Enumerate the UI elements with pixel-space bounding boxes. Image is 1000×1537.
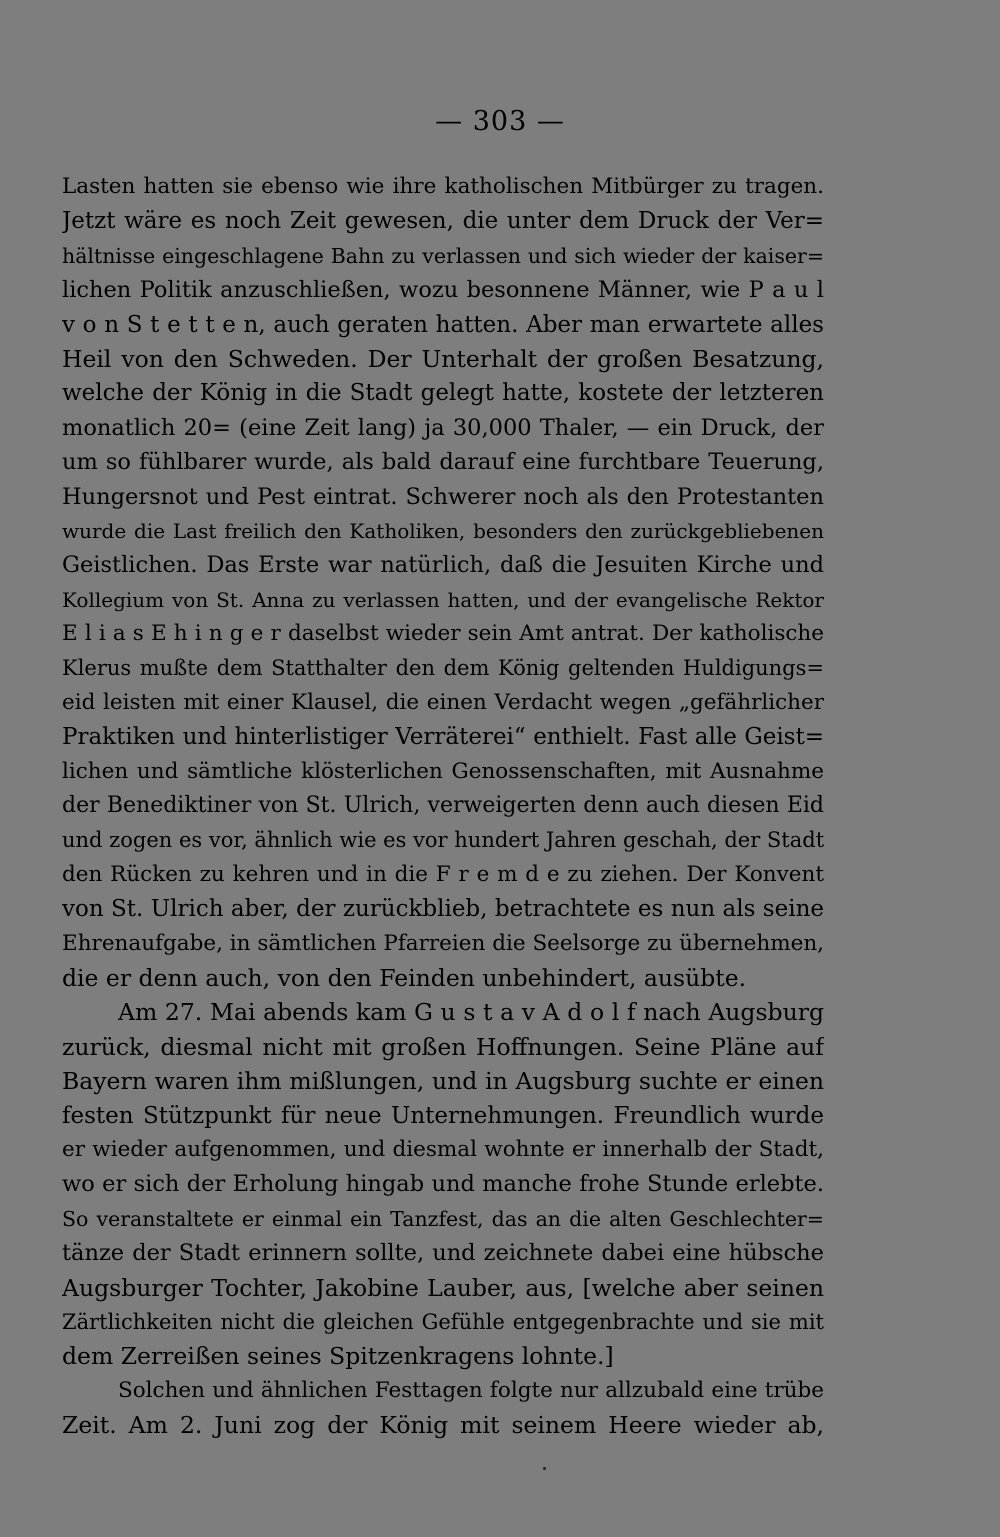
text-line: Heil von den Schweden. Der Unterhalt der großen Besatzung, xyxy=(62,344,824,373)
text-line: Praktiken und hinterlistiger Verräterei“ enthielt. Fast alle Geist= xyxy=(62,724,824,751)
text-line: So veranstaltete er einmal ein Tanzfest, das an die alten Geschlechter= xyxy=(62,1206,824,1231)
text-line: wo er sich der Erholung hingab und manche frohe Stunde erlebte. xyxy=(62,1171,824,1198)
text-line: Zärtlichkeiten nicht die gleichen Gefühle entgegenbrachte und sie mit xyxy=(62,1309,824,1334)
text-line: Geistlichen. Das Erste war natürlich, daß die Jesuiten Kirche und xyxy=(62,552,824,579)
text-line: welche der König in die Stadt gelegt hatte, kostete der letzteren xyxy=(62,380,824,407)
body-text xyxy=(62,170,824,1442)
text-line: Ehrenaufgabe, in sämtlichen Pfarreien die Seelsorge zu übernehmen, xyxy=(62,930,824,956)
page-number: — 303 — xyxy=(435,106,565,137)
text-line: er wieder aufgenommen, und diesmal wohnte er innerhalb der Stadt, xyxy=(62,1136,824,1162)
text-line: tänze der Stadt erinnern sollte, und zeichnete dabei eine hübsche xyxy=(62,1240,824,1267)
text-line: E l i a s E h i n g e r daselbst wieder sein Amt antrat. Der katholische xyxy=(62,621,824,647)
paragraph-end-line: die er denn auch, von den Feinden unbehindert, ausübte. xyxy=(62,963,747,992)
text-line: den Rücken zu kehren und in die F r e m d e zu ziehen. Der Konvent xyxy=(62,861,824,887)
text-line: Augsburger Tochter, Jakobine Lauber, aus, [welche aber seinen xyxy=(62,1273,824,1302)
text-line: Hungersnot und Pest eintrat. Schwerer noch als den Protestanten xyxy=(62,483,824,510)
paragraph-start-line: Solchen und ähnlichen Festtagen folgte nur allzubald eine trübe xyxy=(118,1377,824,1403)
text-line: zurück, diesmal nicht mit großen Hoffnungen. Seine Pläne auf xyxy=(62,1032,824,1061)
text-line: und zogen es vor, ähnlich wie es vor hundert Jahren geschah, der Stadt xyxy=(62,828,824,853)
text-line: lichen und sämtliche klösterlichen Genossenschaften, mit Ausnahme xyxy=(62,758,824,784)
text-line: der Benediktiner von St. Ulrich, verweigerten denn auch diesen Eid xyxy=(62,793,824,819)
paragraph-start-line: Am 27. Mai abends kam G u s t a v A d o l f nach Augsburg xyxy=(118,998,824,1027)
text-line: monatlich 20= (eine Zeit lang) ja 30,000 Thaler, — ein Druck, der xyxy=(62,414,824,441)
text-line: Lasten hatten sie ebenso wie ihre katholischen Mitbürger zu tragen. xyxy=(62,174,824,199)
text-line: von St. Ulrich aber, der zurückblieb, betrachtete es nun als seine xyxy=(62,896,824,923)
text-line: wurde die Last freilich den Katholiken, besonders den zurückgebliebenen xyxy=(62,518,824,543)
text-line: Zeit. Am 2. Juni zog der König mit seinem Heere wieder ab, xyxy=(62,1411,824,1440)
text-line: Bayern waren ihm mißlungen, und in Augsburg suchte er einen xyxy=(62,1067,824,1096)
paragraph-end-line: dem Zerreißen seines Spitzenkragens lohnte.] xyxy=(62,1342,614,1371)
text-line: festen Stützpunkt für neue Unternehmungen. Freundlich wurde xyxy=(62,1102,824,1129)
text-line: Jetzt wäre es noch Zeit gewesen, die unter dem Druck der Ver= xyxy=(62,208,824,235)
text-line: eid leisten mit einer Klausel, die einen Verdacht wegen „gefährlicher xyxy=(62,689,824,715)
text-line: Kollegium von St. Anna zu verlassen hatten, und der evangelische Rektor xyxy=(62,587,824,612)
text-line: v o n S t e t t e n, auch geraten hatten. Aber man erwartete alles xyxy=(62,311,824,338)
text-line: um so fühlbarer wurde, als bald darauf eine furchtbare Teuerung, xyxy=(62,449,824,476)
text-line: hältnisse eingeschlagene Bahn zu verlassen und sich wieder der kaiser= xyxy=(62,243,824,268)
text-line: Klerus mußte dem Statthalter den dem König geltenden Huldigungs= xyxy=(62,656,824,681)
text-line: lichen Politik anzuschließen, wozu besonnene Männer, wie P a u l xyxy=(62,277,824,304)
scan-speck xyxy=(543,1467,546,1470)
